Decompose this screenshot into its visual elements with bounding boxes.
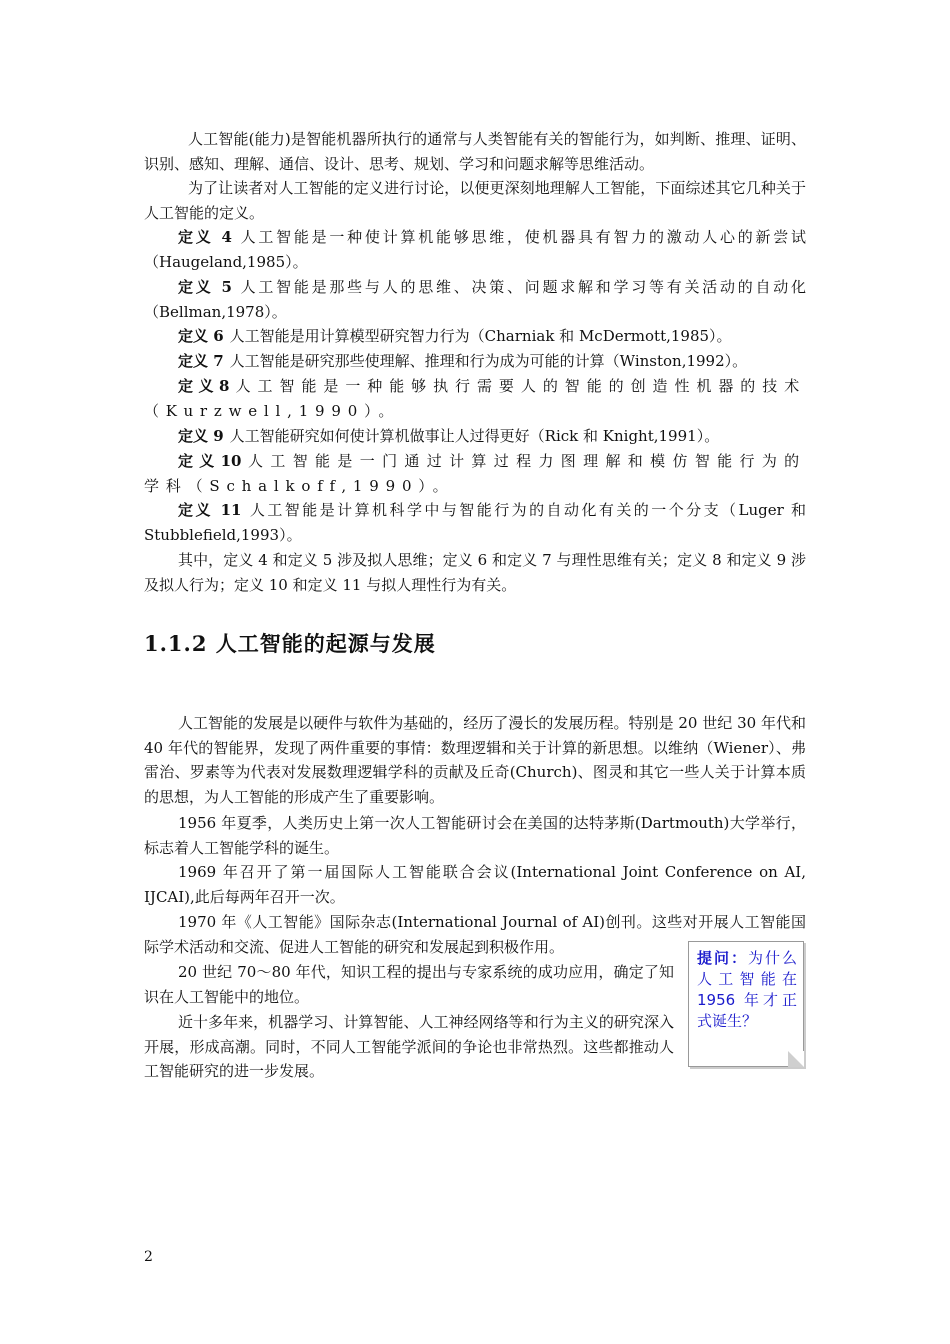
definition-5 [144,275,806,324]
definition-11 [144,498,806,547]
definition-label: 定 义 8 [178,377,230,395]
definition-text: 人工智能是一种能够执行需要人的智能的创造性机器的技术（Kurzwell,1990）。 [144,377,806,420]
definition-text: 人工智能是用计算模型研究智力行为（Charniak 和 McDermott,1985）。 [229,327,732,345]
history-paragraph-2: 1956 年夏季，人类历史上第一次人工智能研讨会在美国的达特茅斯(Dartmouth)大学举行，标志着人工智能学科的诞生。 [144,814,806,857]
note-label: 提问： [697,949,748,967]
definition-label: 定 义 10 [178,452,242,470]
definition-label: 定义 7 [178,352,224,370]
page-number: 2 [144,1249,153,1265]
history-paragraph-4: 1970 年《人工智能》国际杂志(International Journal of AI)创刊。这些对开展人工智能国际学术活动和交流、促进人工智能的研究和发展起到积极作用。 [144,913,806,956]
definition-text: 人工智能研究如何使计算机做事让人过得更好（Rick 和 Knight,1991）。 [229,427,720,445]
definition-text: 人工智能是一种使计算机能够思维，使机器具有智力的激动人心的新尝试（Haugeland,1985）。 [144,228,806,271]
transition-paragraph: 为了让读者对人工智能的定义进行讨论，以便更深刻地理解人工智能，下面综述其它几种关于人工智能的定义。 [144,179,806,222]
definition-label: 定义 6 [178,327,224,345]
summary-paragraph: 其中，定义 4 和定义 5 涉及拟人思维；定义 6 和定义 7 与理性思维有关；定义 8 和定义 9 涉及拟人行为；定义 10 和定义 11 与拟人理性行为有关。 [144,551,806,594]
definition-label: 定义 11 [178,501,242,519]
definition-text: 人工智能是那些与人的思维、决策、问题求解和学习等有关活动的自动化（Bellman,1978）。 [144,278,806,321]
history-paragraph-1: 人工智能的发展是以硬件与软件为基础的，经历了漫长的发展历程。特别是 20 世纪 30 年代和 40 年代的智能界，发现了两件重要的事情：数理逻辑和关于计算的新思想。以维纳（Wiener）、弗雷治、罗素等为代表对发展数理逻辑学科的贡献及丘奇(Church)、图灵和其它一些人关于计算本质的思想，为人工智能的形成产生了重要影响。 [144,714,806,806]
question-note [688,941,804,1067]
history-paragraph-5: 20 世纪 70～80 年代，知识工程的提出与专家系统的成功应用，确定了知识在人工智能中的地位。 [144,963,674,1006]
definition-7 [144,349,806,374]
page-curl-icon [788,1051,804,1067]
definition-8 [144,374,806,423]
definition-label: 定义 5 [178,278,232,296]
history-paragraph-6: 近十多年来，机器学习、计算智能、人工神经网络等和行为主义的研究深入开展，形成高潮。同时，不同人工智能学派间的争论也非常热烈。这些都推动人工智能研究的进一步发展。 [144,1013,674,1080]
definition-text: 人工智能是一门通过计算过程力图理解和模仿智能行为的学科（Schalkoff,1990）。 [144,452,806,495]
definition-6 [144,324,806,349]
note-content [697,948,797,1032]
definition-9 [144,424,806,449]
section-heading: 1.1.2 人工智能的起源与发展 [144,631,436,656]
definition-label: 定义 4 [178,228,232,246]
note-question: 为什么人工智能在 1956 年才正式诞生？ [697,949,797,1030]
definition-text: 人工智能是计算机科学中与智能行为的自动化有关的一个分支（Luger 和 Stubblefield,1993）。 [144,501,806,544]
history-paragraph-3: 1969 年召开了第一届国际人工智能联合会议(International Joint Conference on AI, IJCAI),此后每两年召开一次。 [144,863,806,906]
definition-4 [144,225,806,274]
definition-text: 人工智能是研究那些使理解、推理和行为成为可能的计算（Winston,1992）。 [229,352,748,370]
definition-10 [144,449,806,498]
intro-paragraph: 人工智能(能力)是智能机器所执行的通常与人类智能有关的智能行为，如判断、推理、证明、识别、感知、理解、通信、设计、思考、规划、学习和问题求解等思维活动。 [144,130,806,173]
definition-label: 定义 9 [178,427,224,445]
